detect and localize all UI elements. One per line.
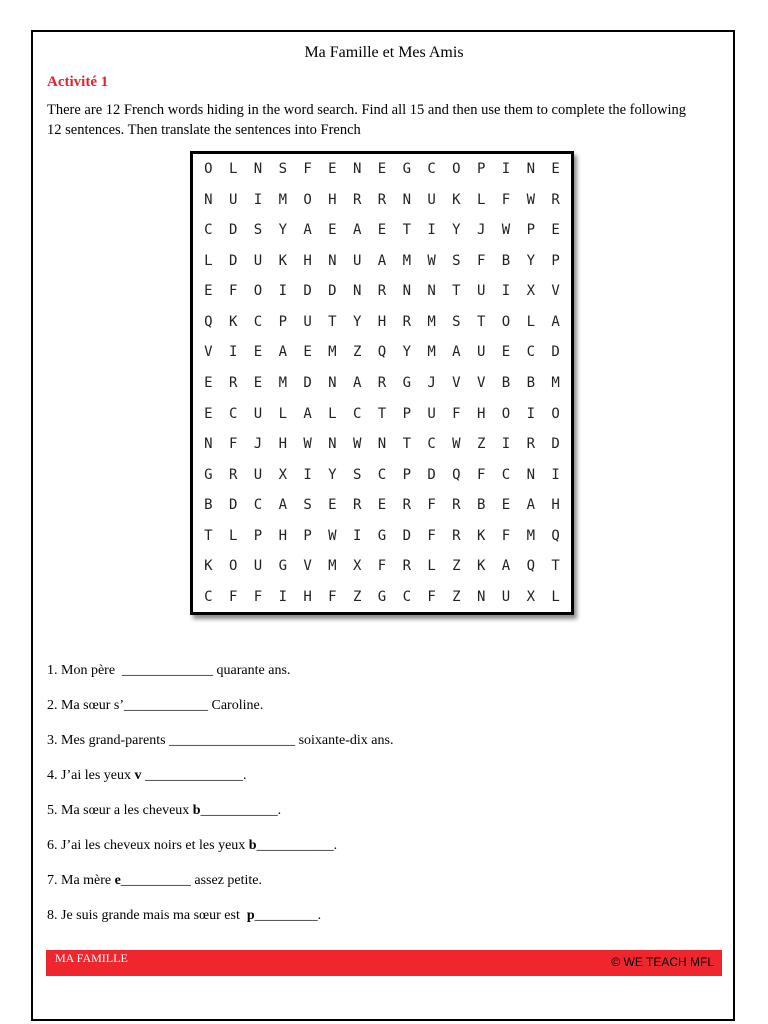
grid-letter[interactable]: N (526, 466, 535, 483)
answer-blank[interactable]: __________ (120, 873, 191, 888)
sentence-item (47, 801, 393, 836)
grid-letter[interactable]: C (427, 161, 436, 178)
sentence-text: 2. Ma sœur s’ (47, 698, 124, 713)
grid-letter[interactable]: C (352, 405, 362, 422)
grid-letter[interactable]: C (228, 405, 238, 422)
answer-blank[interactable]: _________ (254, 908, 318, 923)
grid-letter[interactable]: Y (278, 222, 287, 239)
grid-letter[interactable]: Z (352, 588, 362, 605)
grid-letter[interactable]: X (278, 466, 287, 483)
grid-letter[interactable]: D (228, 497, 238, 514)
grid-letter[interactable]: K (452, 191, 461, 208)
sentence-item (47, 871, 393, 906)
grid-letter[interactable]: I (352, 527, 362, 544)
grid-letter[interactable]: L (228, 161, 238, 178)
hint-letter: e (114, 873, 121, 888)
grid-letter[interactable]: F (228, 436, 238, 453)
grid-letter[interactable]: N (328, 252, 337, 269)
activity-heading: Activité 1 (47, 74, 109, 90)
grid-letter[interactable]: E (501, 344, 511, 361)
grid-letter[interactable]: P (253, 527, 263, 544)
grid-letter[interactable]: U (253, 466, 263, 483)
grid-letter[interactable]: Y (352, 313, 362, 330)
grid-letter[interactable]: M (427, 344, 436, 361)
sentence-text: quarante ans. (213, 663, 291, 678)
grid-letter[interactable]: I (303, 466, 312, 483)
grid-letter[interactable]: T (377, 405, 387, 422)
grid-letter[interactable]: C (204, 222, 213, 239)
sentence-text: . (333, 838, 338, 853)
grid-letter[interactable]: L (526, 313, 535, 330)
grid-letter[interactable]: N (377, 436, 387, 453)
grid-letter[interactable]: W (427, 252, 436, 269)
grid-letter[interactable]: W (352, 436, 362, 453)
grid-letter[interactable]: F (427, 527, 436, 544)
grid-letter[interactable]: E (551, 222, 560, 239)
grid-letter[interactable]: R (526, 436, 535, 453)
grid-letter[interactable]: B (476, 497, 486, 514)
grid-letter[interactable]: Y (328, 466, 337, 483)
grid-letter[interactable]: D (228, 222, 238, 239)
grid-letter[interactable]: G (402, 374, 411, 391)
grid-letter[interactable]: S (352, 466, 362, 483)
grid-letter[interactable]: T (476, 313, 486, 330)
grid-letter[interactable]: P (476, 161, 486, 178)
grid-letter[interactable]: B (501, 374, 511, 391)
grid-letter[interactable]: E (303, 344, 312, 361)
grid-letter[interactable]: S (452, 313, 461, 330)
grid-letter[interactable]: G (204, 466, 213, 483)
sentence-text: . (317, 908, 322, 923)
grid-letter[interactable]: F (228, 588, 238, 605)
grid-letter[interactable]: W (501, 222, 511, 239)
grid-letter[interactable]: G (402, 161, 411, 178)
footer-bar (46, 950, 722, 976)
grid-letter[interactable]: B (526, 374, 535, 391)
grid-letter[interactable]: N (427, 283, 436, 300)
sentence-text: soixante-dix ans. (295, 733, 394, 748)
grid-letter[interactable]: Z (476, 436, 486, 453)
sentence-text: . (242, 768, 247, 783)
grid-letter[interactable]: N (402, 191, 411, 208)
sentence-item (47, 906, 393, 941)
grid-letter[interactable]: J (476, 222, 486, 239)
grid-letter[interactable]: S (303, 497, 312, 514)
grid-letter[interactable]: X (352, 558, 362, 575)
grid-letter[interactable]: H (278, 436, 287, 453)
grid-letter[interactable]: I (278, 588, 287, 605)
grid-letter[interactable]: L (204, 252, 213, 269)
grid-letter[interactable]: U (476, 283, 486, 300)
grid-letter[interactable]: S (253, 222, 263, 239)
grid-letter[interactable]: E (328, 497, 337, 514)
copyright-text: © WE TEACH MFL (611, 955, 714, 969)
grid-letter[interactable]: U (228, 191, 238, 208)
grid-letter[interactable]: J (427, 374, 436, 391)
grid-letter[interactable]: P (526, 222, 535, 239)
grid-letter[interactable]: I (253, 191, 263, 208)
grid-letter[interactable]: V (303, 558, 312, 575)
grid-letter[interactable]: M (427, 313, 436, 330)
grid-letter[interactable]: E (377, 161, 387, 178)
grid-letter[interactable]: N (328, 374, 337, 391)
footer-title: MA FAMILLE (55, 951, 128, 965)
grid-letter[interactable]: T (328, 313, 337, 330)
answer-blank[interactable]: ______________ (141, 768, 243, 783)
grid-letter[interactable]: Z (452, 558, 461, 575)
sentence-item (47, 836, 393, 871)
sentence-text: Caroline. (208, 698, 264, 713)
grid-letter[interactable]: E (377, 222, 387, 239)
grid-letter[interactable]: I (526, 405, 535, 422)
sentence-text: 1. Mon père (47, 663, 123, 678)
page-title: Ma Famille et Mes Amis (304, 44, 464, 61)
grid-letter[interactable]: R (377, 191, 387, 208)
grid-letter[interactable]: R (402, 313, 411, 330)
sentence-text: 3. Mes grand-parents (47, 733, 170, 748)
grid-letter[interactable]: A (501, 558, 511, 575)
grid-letter[interactable]: F (476, 252, 486, 269)
grid-letter[interactable]: L (476, 191, 486, 208)
grid-letter[interactable]: M (402, 252, 411, 269)
grid-letter[interactable]: E (501, 497, 511, 514)
grid-letter[interactable]: Z (452, 588, 461, 605)
grid-letter[interactable]: L (427, 558, 436, 575)
grid-letter[interactable]: N (526, 161, 535, 178)
grid-letter[interactable]: A (278, 497, 287, 514)
grid-letter[interactable]: X (526, 588, 535, 605)
grid-letter[interactable]: C (377, 466, 387, 483)
grid-letter[interactable]: F (427, 497, 436, 514)
grid-letter[interactable]: C (526, 344, 535, 361)
grid-letter[interactable]: Q (452, 466, 461, 483)
grid-letter[interactable]: A (377, 252, 387, 269)
grid-letter[interactable]: W (303, 436, 312, 453)
sentence-text: 7. Ma mère (47, 873, 115, 888)
hint-letter: b (248, 838, 257, 853)
grid-letter[interactable]: G (377, 527, 387, 544)
grid-letter[interactable]: I (278, 283, 287, 300)
grid-letter[interactable]: E (204, 405, 213, 422)
answer-blank[interactable]: ____________ (124, 698, 208, 713)
grid-letter[interactable]: N (476, 588, 486, 605)
hint-letter: v (134, 768, 142, 783)
grid-letter[interactable]: K (476, 558, 486, 575)
hint-letter: p (246, 908, 255, 923)
grid-letter[interactable]: W (526, 191, 535, 208)
grid-letter[interactable]: G (377, 588, 387, 605)
grid-letter[interactable]: A (551, 313, 560, 330)
sentence-item (47, 766, 393, 801)
grid-letter[interactable]: R (402, 558, 411, 575)
grid-letter[interactable]: L (551, 588, 560, 605)
sentence-text: assez petite. (190, 873, 263, 888)
sentence-item (47, 731, 393, 766)
grid-letter[interactable]: L (328, 405, 337, 422)
grid-letter[interactable]: H (303, 588, 312, 605)
grid-letter[interactable]: C (204, 588, 213, 605)
grid-letter[interactable]: D (427, 466, 436, 483)
grid-letter[interactable]: F (452, 405, 461, 422)
grid-letter[interactable]: F (228, 283, 238, 300)
grid-letter[interactable]: F (303, 161, 312, 178)
grid-letter[interactable]: F (427, 588, 436, 605)
grid-letter[interactable]: S (278, 161, 287, 178)
grid-letter[interactable]: O (501, 405, 511, 422)
grid-letter[interactable]: H (328, 191, 337, 208)
grid-letter[interactable]: J (253, 436, 263, 453)
grid-letter[interactable]: R (352, 191, 362, 208)
grid-letter[interactable]: T (204, 527, 213, 544)
grid-letter[interactable]: P (551, 252, 560, 269)
grid-letter[interactable]: P (278, 313, 287, 330)
word-search-grid (190, 151, 574, 615)
grid-letter[interactable]: R (452, 527, 461, 544)
grid-letter[interactable]: U (427, 191, 436, 208)
grid-letter[interactable]: E (328, 161, 337, 178)
grid-letter[interactable]: M (328, 344, 337, 361)
grid-letter[interactable]: C (253, 313, 263, 330)
grid-letter[interactable]: D (303, 283, 312, 300)
answer-blank[interactable]: __________________ (169, 733, 296, 748)
grid-letter[interactable]: U (476, 344, 486, 361)
grid-letter[interactable]: O (551, 405, 560, 422)
grid-letter[interactable]: U (501, 588, 511, 605)
grid-letter[interactable]: O (501, 313, 511, 330)
grid-letter[interactable]: S (452, 252, 461, 269)
answer-blank[interactable]: ___________ (256, 838, 334, 853)
grid-letter[interactable]: L (228, 527, 238, 544)
grid-letter[interactable]: P (402, 405, 411, 422)
grid-letter[interactable]: N (253, 161, 263, 178)
grid-letter[interactable]: D (228, 252, 238, 269)
grid-letter[interactable]: C (501, 466, 511, 483)
grid-letter[interactable]: R (452, 497, 461, 514)
grid-letter[interactable]: U (352, 252, 362, 269)
grid-letter[interactable]: F (501, 527, 511, 544)
grid-letter[interactable]: A (278, 344, 287, 361)
grid-letter[interactable]: A (352, 374, 362, 391)
instructions-text: There are 12 French words hiding in the word search. Find all 15 and then use them to complete the following 12 sentences. Then translate the sentences into French (47, 102, 687, 138)
grid-letter[interactable]: V (476, 374, 486, 391)
grid-letter[interactable]: U (427, 405, 436, 422)
grid-letter[interactable]: E (253, 344, 263, 361)
grid-letter[interactable]: U (253, 558, 263, 575)
grid-letter[interactable]: F (501, 191, 511, 208)
grid-letter[interactable]: Z (352, 344, 362, 361)
grid-letter[interactable]: M (328, 558, 337, 575)
grid-letter[interactable]: Q (526, 558, 535, 575)
grid-letter[interactable]: E (204, 374, 213, 391)
sentence-text: 8. Je suis grande mais ma sœur est (47, 908, 247, 923)
grid-letter[interactable]: R (352, 497, 362, 514)
answer-blank[interactable]: ___________ (200, 803, 278, 818)
grid-letter[interactable]: O (253, 283, 263, 300)
hint-letter: b (192, 803, 201, 818)
grid-letter[interactable]: M (278, 191, 287, 208)
grid-letter[interactable]: O (303, 191, 312, 208)
grid-letter[interactable]: B (501, 252, 511, 269)
sentence-item (47, 661, 393, 696)
grid-letter[interactable]: T (402, 436, 411, 453)
grid-letter[interactable]: B (204, 497, 213, 514)
grid-letter[interactable]: U (253, 252, 263, 269)
grid-letter[interactable]: W (452, 436, 461, 453)
grid-letter[interactable]: H (278, 527, 287, 544)
grid-letter[interactable]: M (551, 374, 560, 391)
grid-letter[interactable]: N (402, 283, 411, 300)
sentence-list (47, 661, 393, 941)
sentence-text: 4. J’ai les yeux (47, 768, 135, 783)
grid-letter[interactable]: I (551, 466, 560, 483)
grid-letter[interactable]: R (228, 466, 238, 483)
grid-letter[interactable]: X (526, 283, 535, 300)
grid-letter[interactable]: W (328, 527, 337, 544)
grid-letter[interactable]: E (328, 222, 337, 239)
sentence-item (47, 696, 393, 731)
grid-letter[interactable]: D (328, 283, 337, 300)
grid-letter[interactable]: F (377, 558, 387, 575)
grid-letter[interactable]: C (253, 497, 263, 514)
grid-letter[interactable]: R (377, 374, 387, 391)
grid-letter[interactable]: T (402, 222, 411, 239)
grid-letter[interactable]: D (402, 527, 411, 544)
grid-letter[interactable]: C (402, 588, 411, 605)
grid-letter[interactable]: O (228, 558, 238, 575)
sentence-text: . (277, 803, 282, 818)
grid-letter[interactable]: E (551, 161, 560, 178)
sentence-text: 5. Ma sœur a les cheveux (47, 803, 193, 818)
grid-letter[interactable]: F (253, 588, 263, 605)
grid-letter[interactable]: H (551, 497, 560, 514)
grid-letter[interactable]: I (501, 161, 511, 178)
grid-letter[interactable]: O (204, 161, 213, 178)
grid-letter[interactable]: I (427, 222, 436, 239)
grid-letter[interactable]: A (352, 222, 362, 239)
grid-letter[interactable]: H (303, 252, 312, 269)
grid-letter[interactable]: E (377, 497, 387, 514)
grid-letter[interactable]: A (303, 222, 312, 239)
grid-letter[interactable]: F (476, 466, 486, 483)
grid-letter[interactable]: I (501, 283, 511, 300)
grid-letter[interactable]: O (452, 161, 461, 178)
grid-letter[interactable]: H (377, 313, 387, 330)
grid-letter[interactable]: C (427, 436, 436, 453)
grid-letter[interactable]: U (253, 405, 263, 422)
grid-letter[interactable]: G (278, 558, 287, 575)
grid-letter[interactable]: L (278, 405, 287, 422)
grid-letter[interactable]: Y (402, 344, 411, 361)
grid-letter[interactable]: H (476, 405, 486, 422)
grid-letter[interactable]: V (551, 283, 560, 300)
grid-letter[interactable]: D (551, 344, 560, 361)
grid-letter[interactable]: Q (204, 313, 213, 330)
grid-letter[interactable]: U (303, 313, 312, 330)
grid-letter[interactable]: A (526, 497, 535, 514)
grid-letter[interactable]: D (551, 436, 560, 453)
grid-letter[interactable]: A (303, 405, 312, 422)
grid-letter[interactable]: R (377, 283, 387, 300)
grid-letter[interactable]: E (253, 374, 263, 391)
grid-letter[interactable]: Q (377, 344, 387, 361)
grid-letter[interactable]: M (278, 374, 287, 391)
grid-letter[interactable]: N (352, 161, 362, 178)
grid-letter[interactable]: I (228, 344, 238, 361)
grid-letter[interactable]: A (452, 344, 461, 361)
grid-letter[interactable]: P (402, 466, 411, 483)
sentence-text: 6. J’ai les cheveux noirs et les yeux (47, 838, 249, 853)
grid-letter[interactable]: F (328, 588, 337, 605)
grid-letter[interactable]: N (352, 283, 362, 300)
grid-letter[interactable]: P (303, 527, 312, 544)
grid-letter[interactable]: R (228, 374, 238, 391)
grid-letter[interactable]: V (204, 344, 213, 361)
grid-letter[interactable]: E (204, 283, 213, 300)
grid-letter[interactable]: Q (551, 527, 560, 544)
grid-letter[interactable]: Y (526, 252, 535, 269)
grid-letter[interactable]: M (526, 527, 535, 544)
grid-letter[interactable]: D (303, 374, 312, 391)
grid-letter[interactable]: N (204, 436, 213, 453)
grid-letter[interactable]: T (452, 283, 461, 300)
grid-letter[interactable]: K (204, 558, 213, 575)
grid-letter[interactable]: N (328, 436, 337, 453)
grid-letter[interactable]: I (501, 436, 511, 453)
grid-letter[interactable]: V (452, 374, 461, 391)
grid-letter[interactable]: K (278, 252, 287, 269)
grid-letter[interactable]: N (204, 191, 213, 208)
answer-blank[interactable]: _____________ (122, 663, 214, 678)
grid-letter[interactable]: R (402, 497, 411, 514)
grid-letter[interactable]: K (476, 527, 486, 544)
grid-letter[interactable]: R (551, 191, 560, 208)
grid-letter[interactable]: K (228, 313, 238, 330)
grid-letter[interactable]: Y (452, 222, 461, 239)
grid-letter[interactable]: T (551, 558, 560, 575)
